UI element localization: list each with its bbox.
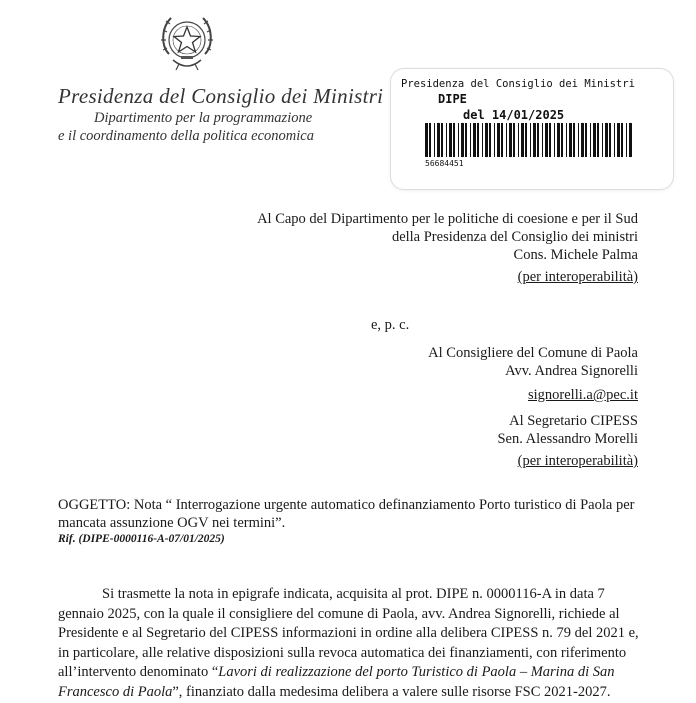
recipient-cc1 [428,344,638,404]
republic-emblem-icon [157,10,217,78]
body-line4: in particolare, alle relative disposizioni sulla revoca automatica dei finanziamenti, con riferimento [58,644,627,661]
recipient-cc1-line1: Al Consigliere del Comune di Paola [428,345,638,361]
header-title: Presidenza del Consiglio dei Ministri [58,84,384,108]
barcode-bar [518,123,519,157]
barcode-bar [525,123,527,157]
barcode-bar [626,123,627,157]
barcode-bar [449,123,452,157]
barcode-bar [554,123,555,157]
stamp-dipe: DIPE [438,92,467,106]
body-line5-italic: Lavori di realizzazione del porto Turistico di Paola – Marina di San [218,664,615,681]
recipient-main-note: (per interoperabilità) [517,269,638,285]
barcode-bar [569,123,572,157]
header-subtitle-line2: e il coordinamento della politica economica [58,128,314,144]
barcode-bar [434,123,435,157]
recipient-cc2-line1: Al Segretario CIPESS [509,413,638,429]
body-paragraph [58,585,638,703]
subject-line1: OGGETTO: Nota “ Interrogazione urgente automatico definanziamento Porto turistico di Paola per [58,497,635,513]
barcode-bar [542,123,543,157]
barcode-bar [561,123,563,157]
barcode-icon [425,123,637,157]
barcode-bar [485,123,488,157]
barcode-bar [494,123,495,157]
barcode-bar [429,123,431,157]
barcode-bar [545,123,548,157]
cc-label: e, p. c. [371,317,410,333]
body-line5-a: all’intervento denominato “ [58,664,219,681]
barcode-bar [470,123,471,157]
barcode-bar [458,123,459,157]
barcode-bar [605,123,608,157]
barcode-bar [437,123,440,157]
barcode-bar [521,123,524,157]
barcode-bar [513,123,515,157]
recipient-main-line1: Al Capo del Dipartimento per le politiche di coesione e per il Sud [257,211,638,227]
barcode-bar [602,123,603,157]
barcode-bar [621,123,623,157]
barcode-bar [590,123,591,157]
barcode-bar [501,123,503,157]
body-line1: Si trasmette la nota in epigrafe indicata, acquisita al prot. DIPE n. 0000116-A in data 7 [102,586,605,602]
barcode-bar [573,123,575,157]
barcode-bar [506,123,507,157]
barcode-bar [617,123,620,157]
recipient-cc1-email[interactable]: signorelli.a@pec.it [528,387,638,403]
barcode-bar [585,123,587,157]
subject-line2: mancata assunzione OGV nei termini”. [58,515,286,531]
body-line6-b: ”, finanziato dalla medesima delibera a valere sulle risorse FSC 2021-2027. [172,683,611,700]
subject-reference: Rif. (DIPE-0000116-A-07/01/2025) [58,533,225,545]
recipient-main [257,210,638,286]
barcode-bar [578,123,579,157]
subject [58,496,634,532]
barcode-bar [461,123,464,157]
barcode-bar [482,123,483,157]
barcode-bar [453,123,455,157]
body-line6-italic: Francesco di Paola [58,683,173,700]
barcode-bar [581,123,584,157]
barcode-bar [614,123,615,157]
barcode-bar [609,123,611,157]
recipient-cc1-line2: Avv. Andrea Signorelli [505,363,638,379]
recipient-main-line3: Cons. Michele Palma [513,247,638,263]
barcode-bar [441,123,443,157]
barcode-bar [477,123,479,157]
barcode-bar [597,123,599,157]
barcode-bar [629,123,632,157]
barcode-bar [489,123,491,157]
barcode-bar [533,123,536,157]
barcode-bar [537,123,539,157]
barcode-bar [593,123,596,157]
stamp-date: del 14/01/2025 [463,108,565,122]
barcode-bar [566,123,567,157]
barcode-bar [446,123,447,157]
barcode-bar [465,123,467,157]
stamp-office: Presidenza del Consiglio dei Ministri [401,78,635,90]
header-subtitle-line1: Dipartimento per la programmazione [94,110,313,126]
recipient-main-line2: della Presidenza del Consiglio dei ministri [391,229,638,245]
barcode-bar [530,123,531,157]
barcode-bar [509,123,512,157]
body-line3: Presidente e al Segretario del CIPESS informazioni in ordine alla delibera CIPESS n. 79 del 2021 e, [58,625,639,642]
barcode-bar [497,123,500,157]
recipient-cc2 [497,412,638,470]
barcode-bar [425,123,428,157]
body-line2: gennaio 2025, con la quale il consigliere del comune di Paola, avv. Andrea Signorelli, richiede al [58,605,620,622]
body-line5 [58,663,638,683]
stamp-code: 56684451 [425,159,464,168]
protocol-stamp [390,68,674,190]
recipient-cc2-note: (per interoperabilità) [517,453,638,469]
barcode-bar [557,123,560,157]
barcode-bar [549,123,551,157]
recipient-cc2-line2: Sen. Alessandro Morelli [497,431,638,447]
barcode-bar [473,123,476,157]
body-line6 [58,683,638,703]
